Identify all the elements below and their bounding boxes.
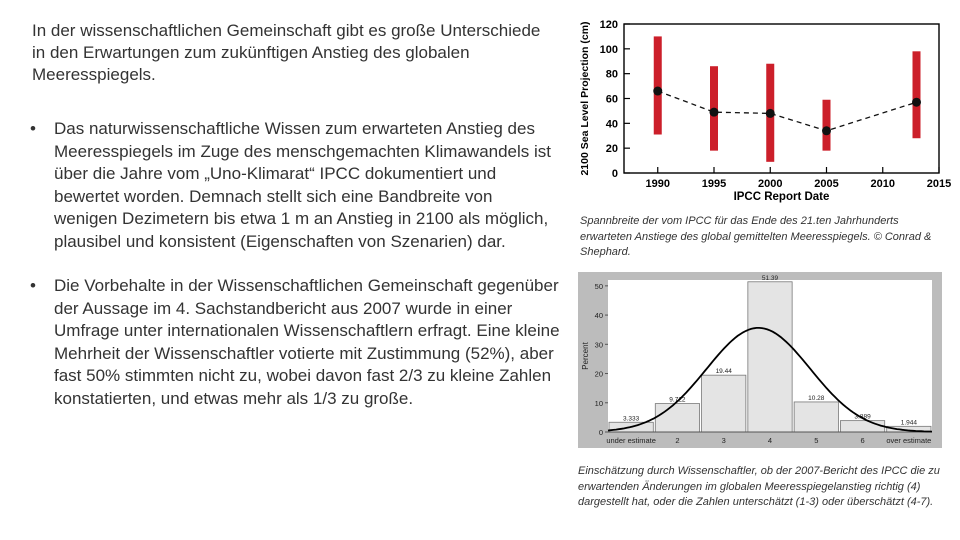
x-tick-label: under estimate: [606, 436, 656, 445]
y-tick-label: 30: [594, 340, 603, 350]
y-tick-label: 50: [594, 281, 603, 291]
bar-value-label: 9.722: [669, 396, 686, 404]
y-tick-label: 0: [598, 428, 603, 437]
bar-value-label: 10.28: [808, 394, 825, 402]
bullet-text: Das naturwissenschaftliche Wissen zum erwarteten Anstieg des Meeresspiegels im Zuge des menschgemachten Klimawandels ist über die Jahre vom „Uno-Klimarat“ IPCC dokumentiert und bewertet worden. Demnach stellt sich eine Bandbreite von wenigen Dezimetern bis etwa 1 m an Anstieg in 2100 als möglich, plausibel und konsistent (Eigenschaften von Szenarien) dar.: [54, 119, 552, 251]
x-tick-label: 1995: [701, 178, 727, 190]
midpoint-marker: [822, 126, 831, 135]
midpoint-line: [658, 91, 917, 131]
histogram-bar: [794, 402, 838, 432]
midpoint-marker: [912, 98, 921, 107]
range-bar: [823, 100, 831, 151]
x-tick-label: 2015: [926, 178, 952, 190]
x-tick-label: 3: [721, 436, 726, 445]
midpoint-marker: [766, 109, 775, 118]
bar-value-label: 19.44: [715, 368, 732, 376]
x-tick-label: 6: [860, 436, 865, 445]
x-tick-label: 2005: [814, 178, 839, 190]
x-tick-label: over estimate: [886, 436, 932, 445]
bullet-list: [30, 118, 560, 432]
bullet-marker: •: [30, 276, 36, 295]
y-tick-label: 40: [605, 118, 618, 131]
histogram-bar: [655, 404, 699, 432]
intro-paragraph: In der wissenschaftlichen Gemeinschaft gibt es große Unterschiede in den Erwartungen zum zukünftigen Anstieg des globalen Meeresspiegels.: [32, 21, 541, 84]
bullet-marker: •: [30, 119, 36, 138]
histogram-bar: [702, 375, 746, 432]
range-bar: [913, 51, 921, 138]
y-tick-label: 20: [594, 369, 603, 379]
histogram-bar: [840, 421, 884, 432]
midpoint-marker: [653, 87, 662, 96]
bar-value-label: 51.39: [761, 274, 779, 282]
x-tick-label: 5: [814, 436, 819, 445]
chart2-caption: Einschätzung durch Wissenschaftler, ob der 2007-Bericht des IPCC die zu erwartenden Änderungen im globalen Meeresspiegelanstieg richtig (4) dargestellt hat, oder die Zahlen unterschätzt (1-3) oder überschätzt (4-7).: [578, 465, 940, 508]
y-tick-label: 80: [605, 68, 618, 81]
x-tick-label: 1990: [645, 178, 670, 190]
y-tick-label: 100: [599, 43, 618, 56]
range-bar: [654, 36, 662, 134]
bar-value-label: 3.333: [623, 415, 640, 423]
x-tick-label: 2000: [758, 178, 783, 190]
histogram-bar: [748, 282, 792, 432]
bar-value-label: 1.944: [900, 419, 917, 427]
y-tick-label: 20: [605, 143, 618, 156]
midpoint-marker: [710, 108, 719, 117]
bullet-item: [30, 118, 560, 253]
bullet-text: Die Vorbehalte in der Wissenschaftlichen Gemeinschaft gegenüber der Aussage im 4. Sachstandbericht aus 2007 wurde in einer Umfrage unter internationalen Wissenschaftlern erfragt. Eine kleine Mehrheit der Wissenschaftler votierte mit Zustimmung (52%), aber fast 50% stimmten nicht zu, wobei davon fast 2/3 zu kleine Zahlen konstatierten, und etwas mehr als 1/3 zu große.: [54, 276, 560, 408]
y-tick-label: 120: [599, 19, 618, 31]
x-tick-label: 4: [767, 436, 773, 445]
chart1-caption: Spannbreite der vom IPCC für das Ende des 21.ten Jahrhunderts erwarteten Anstiege des global gemittelten Meeresspiegels. © Conrad & Shephard.: [580, 215, 932, 258]
sea-level-projection-chart: [574, 10, 952, 203]
y-tick-label: 40: [594, 311, 603, 321]
x-tick-label: 2010: [870, 178, 895, 190]
y-tick-label: 60: [605, 93, 618, 106]
y-tick-label: 10: [594, 398, 603, 408]
survey-histogram-chart: [578, 272, 942, 448]
x-tick-label: 2: [675, 436, 680, 445]
x-axis-label: IPCC Report Date: [733, 191, 830, 203]
bar-value-label: 3.889: [854, 413, 871, 421]
bullet-item: [30, 275, 560, 410]
plot-frame: [624, 24, 939, 173]
y-axis-label: 2100 Sea Level Projection (cm): [579, 21, 591, 176]
y-axis-label: Percent: [581, 342, 590, 370]
y-tick-label: 0: [611, 168, 618, 180]
